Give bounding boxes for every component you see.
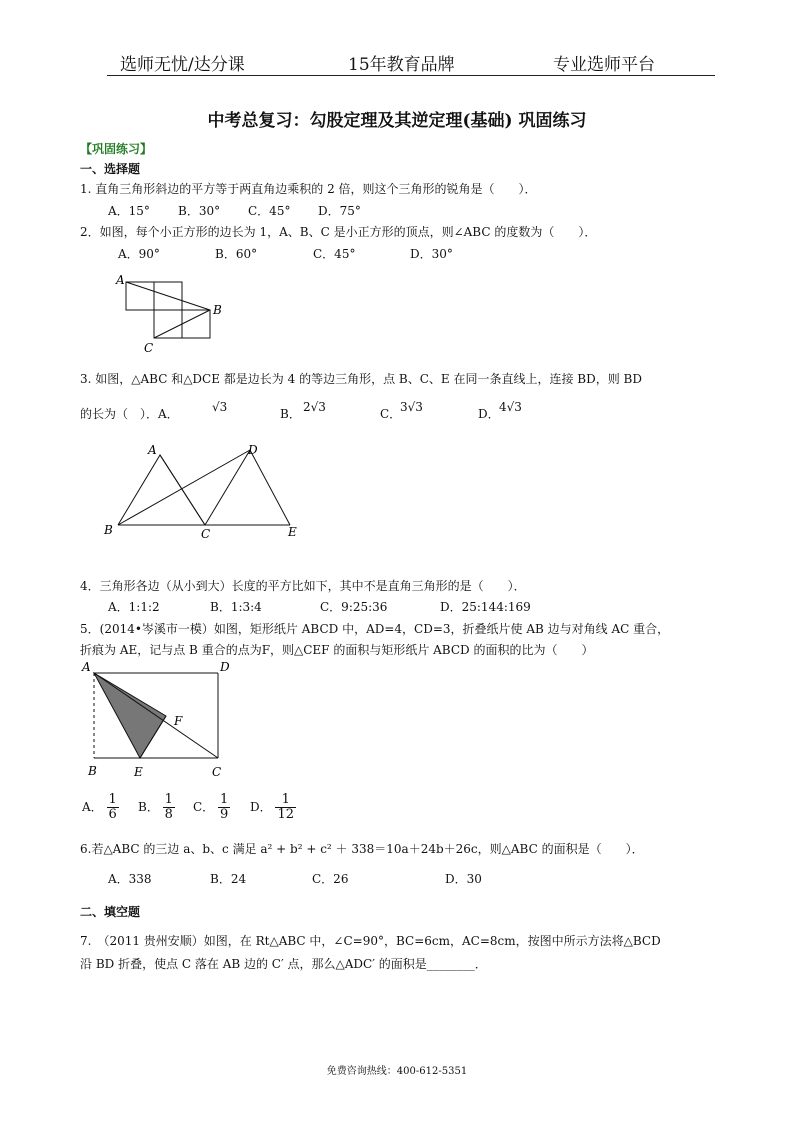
- q5-option-d-fraction: $\frac{1}{12}$: [277, 792, 294, 822]
- q5-label-d: D: [220, 660, 230, 674]
- q2-label-a: A: [116, 273, 125, 287]
- q3-triangle-abc: [118, 455, 205, 525]
- q5-label-e: E: [134, 765, 143, 779]
- q1-option-a: A．15°: [108, 204, 150, 218]
- q3-option-b-value: 2√3: [303, 400, 326, 414]
- q1-option-d: D．75°: [318, 204, 361, 218]
- q7-line2: 沿 BD 折叠，使点 C 落在 AB 边的 C′ 点，那么△ADC′ 的面积是________．: [80, 957, 487, 971]
- q2-option-b: B．60°: [215, 247, 258, 261]
- header-center: 15年教育品牌: [348, 55, 455, 75]
- header-left: 选师无忧/达分课: [120, 55, 245, 75]
- q2-grid-figure: [110, 268, 230, 358]
- q5-option-c-fraction: $\frac{1}{9}$: [220, 792, 229, 822]
- header-right: 专业选师平台: [553, 55, 655, 75]
- q5-line1: 5．(2014•岑溪市一模）如图，矩形纸片 ABCD 中，AD=4，CD=3，折叠纸片使 AB 边与对角线 AC 重合，: [80, 622, 670, 636]
- header-rule: [107, 75, 715, 76]
- q5-label-a: A: [82, 660, 91, 674]
- q3-line2: 的长为（ ）．A．: [80, 407, 179, 421]
- q3-option-c-value: 3√3: [400, 400, 423, 414]
- q5-label-f: F: [174, 714, 183, 728]
- q2-label-b: B: [213, 303, 222, 317]
- footer-hotline: 免费咨询热线：400-612-5351: [326, 1066, 468, 1077]
- q3-option-d-value: 4√3: [499, 400, 522, 414]
- practice-tag: 【巩固练习】: [80, 142, 153, 156]
- q1-option-b: B．30°: [178, 204, 221, 218]
- q3-label-b: B: [104, 523, 113, 537]
- q4-text: 4．三角形各边（从小到大）长度的平方比如下，其中不是直角三角形的是（ ）．: [80, 579, 526, 593]
- q5-option-c: C． $\frac{1}{9}$: [193, 792, 229, 822]
- q5-option-a-fraction: $\frac{1}{6}$: [108, 792, 117, 822]
- q2-square-3: [154, 310, 182, 338]
- q2-option-d: D．30°: [410, 247, 453, 261]
- q1-text: 1. 直角三角形斜边的平方等于两直角边乘积的 2 倍，则这个三角形的锐角是（ ）．: [80, 182, 537, 196]
- q2-option-c: C．45°: [313, 247, 356, 261]
- q4-option-a: A．1:1:2: [108, 600, 160, 614]
- q5-rectangle-figure: [78, 658, 238, 783]
- q5-option-b: B． $\frac{1}{8}$: [138, 792, 173, 822]
- q2-segment-ab: [126, 282, 210, 310]
- section-fill-heading: 二、填空题: [80, 905, 141, 919]
- q2-option-a: A．90°: [118, 247, 160, 261]
- q3-segment-ac: [160, 455, 205, 525]
- q3-segment-bd: [118, 450, 250, 525]
- q3-option-b-letter: B．: [280, 407, 301, 421]
- q3-triangle-dce: [205, 450, 290, 525]
- q3-option-c-letter: C．: [380, 407, 402, 421]
- q6-option-a: A．338: [108, 872, 152, 886]
- q4-option-b: B．1:3:4: [210, 600, 262, 614]
- q5-diagonal-ac: [94, 673, 218, 758]
- q2-square-4: [182, 310, 210, 338]
- q3-line1: 3. 如图，△ABC 和△DCE 都是边长为 4 的等边三角形，点 B、C、E 在同一条直线上，连接 BD，则 BD: [80, 372, 642, 386]
- q5-label-b: B: [88, 764, 97, 778]
- q5-option-a: A． $\frac{1}{6}$: [82, 792, 117, 822]
- q6-option-c: C．26: [312, 872, 349, 886]
- q4-option-d: D．25:144:169: [440, 600, 531, 614]
- q3-option-d-letter: D．: [478, 407, 500, 421]
- q6-text: 6.若△ABC 的三边 a、b、c 满足 a² + b² + c² ＋ 338＝10a＋24b＋26c，则△ABC 的面积是（ ）．: [80, 842, 644, 856]
- page-title: 中考总复习：勾股定理及其逆定理(基础) 巩固练习: [207, 111, 587, 131]
- q3-option-a-value: √3: [212, 400, 228, 414]
- q3-label-c: C: [201, 527, 211, 540]
- section-choice-heading: 一、选择题: [80, 162, 141, 176]
- q2-text: 2．如图，每个小正方形的边长为 1，A、B、C 是小正方形的顶点，则∠ABC 的度数为（ ）．: [80, 225, 597, 239]
- q5-line2: 折痕为 AE，记与点 B 重合的点为F，则△CEF 的面积与矩形纸片 ABCD 的面积的比为（ ）: [80, 643, 594, 657]
- q4-option-c: C．9:25:36: [320, 600, 388, 614]
- q2-label-c: C: [144, 341, 154, 355]
- q6-option-b: B．24: [210, 872, 247, 886]
- q5-label-c: C: [212, 765, 222, 779]
- q6-option-d: D．30: [445, 872, 482, 886]
- q3-label-a: A: [148, 443, 157, 457]
- q7-line1: 7. （2011 贵州安顺）如图，在 Rt△ABC 中，∠C=90°，BC=6cm，AC=8cm，按图中所示方法将△BCD: [80, 934, 661, 948]
- q3-label-d: D: [248, 443, 258, 457]
- q5-option-b-fraction: $\frac{1}{8}$: [164, 792, 173, 822]
- q3-label-e: E: [288, 525, 297, 539]
- q3-triangles-figure: [100, 440, 310, 540]
- q1-option-c: C．45°: [248, 204, 291, 218]
- q5-option-d: D． $\frac{1}{12}$: [250, 792, 294, 822]
